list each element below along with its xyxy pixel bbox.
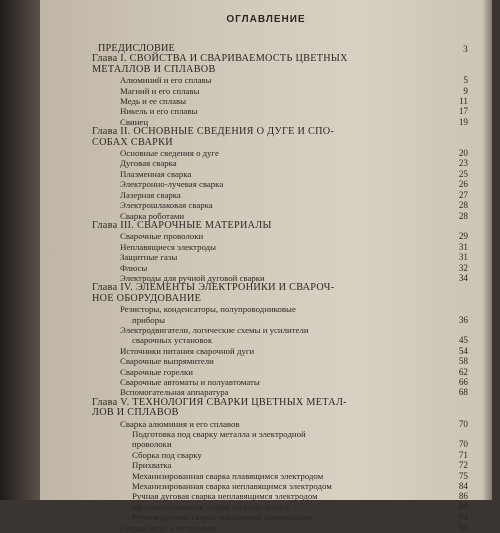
toc-entry-text: НОЕ ОБОРУДОВАНИЕ xyxy=(92,292,202,304)
toc-entry-text: Электронно-лучевая сварка xyxy=(120,179,224,190)
toc-entry xyxy=(40,96,492,106)
toc-entry-page: 89 xyxy=(458,501,468,512)
toc-entry-text: Защитные газы xyxy=(120,252,178,263)
toc-entry-text: Глава V. ТЕХНОЛОГИЯ СВАРКИ ЦВЕТНЫХ МЕТАЛ- xyxy=(92,396,347,408)
toc-entry-text: Сварка роботами xyxy=(120,210,185,221)
toc-entry xyxy=(40,429,492,439)
toc-chapter-cont xyxy=(40,294,492,304)
toc-entry-page: 5 xyxy=(463,75,468,86)
toc-entry-text: Неплавящиеся электроды xyxy=(120,241,217,252)
toc-entry-page: 68 xyxy=(458,387,468,398)
toc-entry-page: 66 xyxy=(458,377,468,387)
toc-entry-text: Сварка алюминия и его сплавов xyxy=(120,418,240,429)
toc-entry xyxy=(40,356,492,366)
toc-entry-text: Механизированная сварка по слою флюса xyxy=(132,501,290,512)
toc-entry-text: Основные сведения о дуге xyxy=(120,148,219,159)
toc-entry-page: 62 xyxy=(458,366,468,377)
toc-entry-text: Ручная дуговая сварка неплавящимся электродом xyxy=(132,491,318,502)
toc-entry xyxy=(40,190,492,200)
toc-entry-text: Вспомогательная аппаратура xyxy=(120,387,229,398)
toc-entry-page: 23 xyxy=(458,158,468,169)
toc-entry xyxy=(40,450,492,460)
toc-entry-page: 86 xyxy=(458,491,468,502)
toc-entry xyxy=(40,471,492,481)
toc-entry-page: 19 xyxy=(458,116,468,127)
toc-entry-text: Сварочные проволоки xyxy=(120,231,204,242)
toc-entry-page: 71 xyxy=(458,449,468,460)
toc-entry-page: 34 xyxy=(458,272,468,283)
toc-entry-text: Прихватка xyxy=(132,460,172,471)
toc-entry-text: Ручная дуговая сварка покрытыми электродами xyxy=(132,512,312,523)
toc-entry-text: Никель и его сплавы xyxy=(120,106,198,117)
toc-entry-text: Алюминий и его сплавы xyxy=(120,75,212,86)
toc-entry-text: Лазерная сварка xyxy=(120,189,181,200)
toc-entry-text: Сварочные горелки xyxy=(120,366,193,377)
toc-entry xyxy=(40,252,492,262)
toc-entry xyxy=(40,200,492,210)
toc-entry-text: МЕТАЛЛОВ И СПЛАВОВ xyxy=(92,63,216,75)
toc-entry-text: Сварочные автоматы и полуавтоматы xyxy=(120,377,260,387)
toc-entry-text: Дуговая сварка xyxy=(120,158,177,169)
toc-entry-text: Электрошлаковая сварка xyxy=(120,200,213,211)
toc-chapter-cont xyxy=(40,408,492,418)
toc-entry-cont xyxy=(40,335,492,345)
toc-entry-text: ЛОВ И СПЛАВОВ xyxy=(92,407,179,419)
toc-entry-page: 31 xyxy=(458,252,468,263)
toc-entry xyxy=(40,491,492,501)
toc-chapter-cont xyxy=(40,65,492,75)
toc-entry-text: Резисторы, конденсаторы, полупроводниковые xyxy=(120,304,296,315)
toc-entry-page: 45 xyxy=(458,335,468,346)
toc-entry-text: ПРЕДИСЛОВИЕ xyxy=(98,43,175,54)
toc-chapter xyxy=(40,221,492,231)
toc-entry-text: Механизированная сварка неплавящимся электродом xyxy=(132,481,332,492)
toc-entry-page: 84 xyxy=(458,481,468,492)
toc-entry-text: Механизированная сварка плавящимся электродом xyxy=(132,470,324,481)
toc-entry xyxy=(40,158,492,168)
toc-entry-text: Сварка меди и ее сплавов xyxy=(120,522,216,533)
toc-entry xyxy=(40,231,492,241)
toc-entry-text: Магний и его сплавы xyxy=(120,85,200,96)
toc-entry-text: Медь и ее сплавы xyxy=(120,96,187,107)
toc-entry-page: 94 xyxy=(458,512,468,523)
toc-entry-text: проволоки xyxy=(132,439,172,450)
toc-entry-text: Сварочные выпрямители xyxy=(120,356,214,367)
toc-entry-text: Сборка под сварку xyxy=(132,449,202,460)
toc-entry-page: 70 xyxy=(458,418,468,429)
toc-entry xyxy=(40,169,492,179)
toc-entry-text: Глава IV. ЭЛЕМЕНТЫ ЭЛЕКТРОНИКИ И СВАРОЧ- xyxy=(92,282,335,294)
toc-entry xyxy=(40,304,492,314)
toc-entry-text: Флюсы xyxy=(120,262,148,273)
toc-entry xyxy=(40,75,492,85)
toc-entry-page: 32 xyxy=(458,262,468,273)
toc-entry-text: Подготовка под сварку металла и электродной xyxy=(132,429,306,440)
toc-entry xyxy=(40,106,492,116)
book-spine-shadow xyxy=(0,0,40,500)
toc-entry-page: 29 xyxy=(458,231,468,242)
toc-entry-page: 20 xyxy=(458,148,468,159)
toc-entry-page: 58 xyxy=(458,356,468,367)
toc-entry xyxy=(40,86,492,96)
toc-entry-page: 72 xyxy=(458,460,468,471)
toc-entry-cont xyxy=(40,439,492,449)
toc-entry-cont xyxy=(40,315,492,325)
toc-entry xyxy=(40,512,492,522)
toc-entry-text: Глава II. ОСНОВНЫЕ СВЕДЕНИЯ О ДУГЕ И СПО- xyxy=(92,126,335,138)
toc-entry-page: 3 xyxy=(463,44,468,54)
toc-entry-page: 17 xyxy=(458,106,468,117)
toc-entry-text: приборы xyxy=(132,314,165,325)
toc-entry-page: 9 xyxy=(463,85,468,96)
toc-entry-text: сварочных установок xyxy=(132,335,213,346)
toc-entry-page: 11 xyxy=(459,96,468,107)
table-of-contents xyxy=(40,44,492,533)
toc-entry xyxy=(40,502,492,512)
toc-entry-text: Глава I. СВОЙСТВА И СВАРИВАЕМОСТЬ ЦВЕТНЫХ xyxy=(92,53,348,65)
toc-entry-page: 94 xyxy=(458,522,468,533)
toc-entry xyxy=(40,325,492,335)
toc-entry xyxy=(40,481,492,491)
toc-entry-page: 25 xyxy=(458,168,468,179)
page-heading: ОГЛАВЛЕНИЕ xyxy=(226,14,306,25)
toc-entry-text: Глава III. СВАРОЧНЫЕ МАТЕРИАЛЫ xyxy=(92,219,272,231)
toc-entry xyxy=(40,367,492,377)
toc-entry-page: 27 xyxy=(458,189,468,200)
toc-entry-page: 36 xyxy=(458,314,468,325)
toc-entry-page: 31 xyxy=(458,241,468,252)
book-page xyxy=(40,0,492,533)
toc-entry-text: Электродвигатели, логические схемы и усилители xyxy=(120,324,309,335)
toc-entry-page: 28 xyxy=(458,210,468,221)
toc-entry xyxy=(40,242,492,252)
toc-entry-page: 54 xyxy=(458,345,468,356)
toc-entry xyxy=(40,179,492,189)
toc-entry-text: Плазменная сварка xyxy=(120,168,192,179)
toc-entry xyxy=(40,148,492,158)
toc-entry xyxy=(40,419,492,429)
toc-entry-page: 75 xyxy=(458,470,468,481)
toc-entry xyxy=(40,460,492,470)
toc-entry-text: Источники питания сварочной дуги xyxy=(120,345,255,356)
page-edge-shadow xyxy=(482,0,492,500)
toc-entry-page: 26 xyxy=(458,179,468,190)
toc-entry xyxy=(40,377,492,387)
toc-entry-page: 70 xyxy=(458,439,468,450)
toc-entry xyxy=(40,523,492,533)
toc-entry xyxy=(40,346,492,356)
toc-entry xyxy=(40,263,492,273)
toc-entry-page: 28 xyxy=(458,200,468,211)
toc-entry-text: СОБАХ СВАРКИ xyxy=(92,136,173,148)
toc-entry-text: Электроды для ручной дуговой сварки xyxy=(120,272,265,283)
toc-entry-text: Свинец xyxy=(120,116,149,127)
toc-chapter-cont xyxy=(40,138,492,148)
